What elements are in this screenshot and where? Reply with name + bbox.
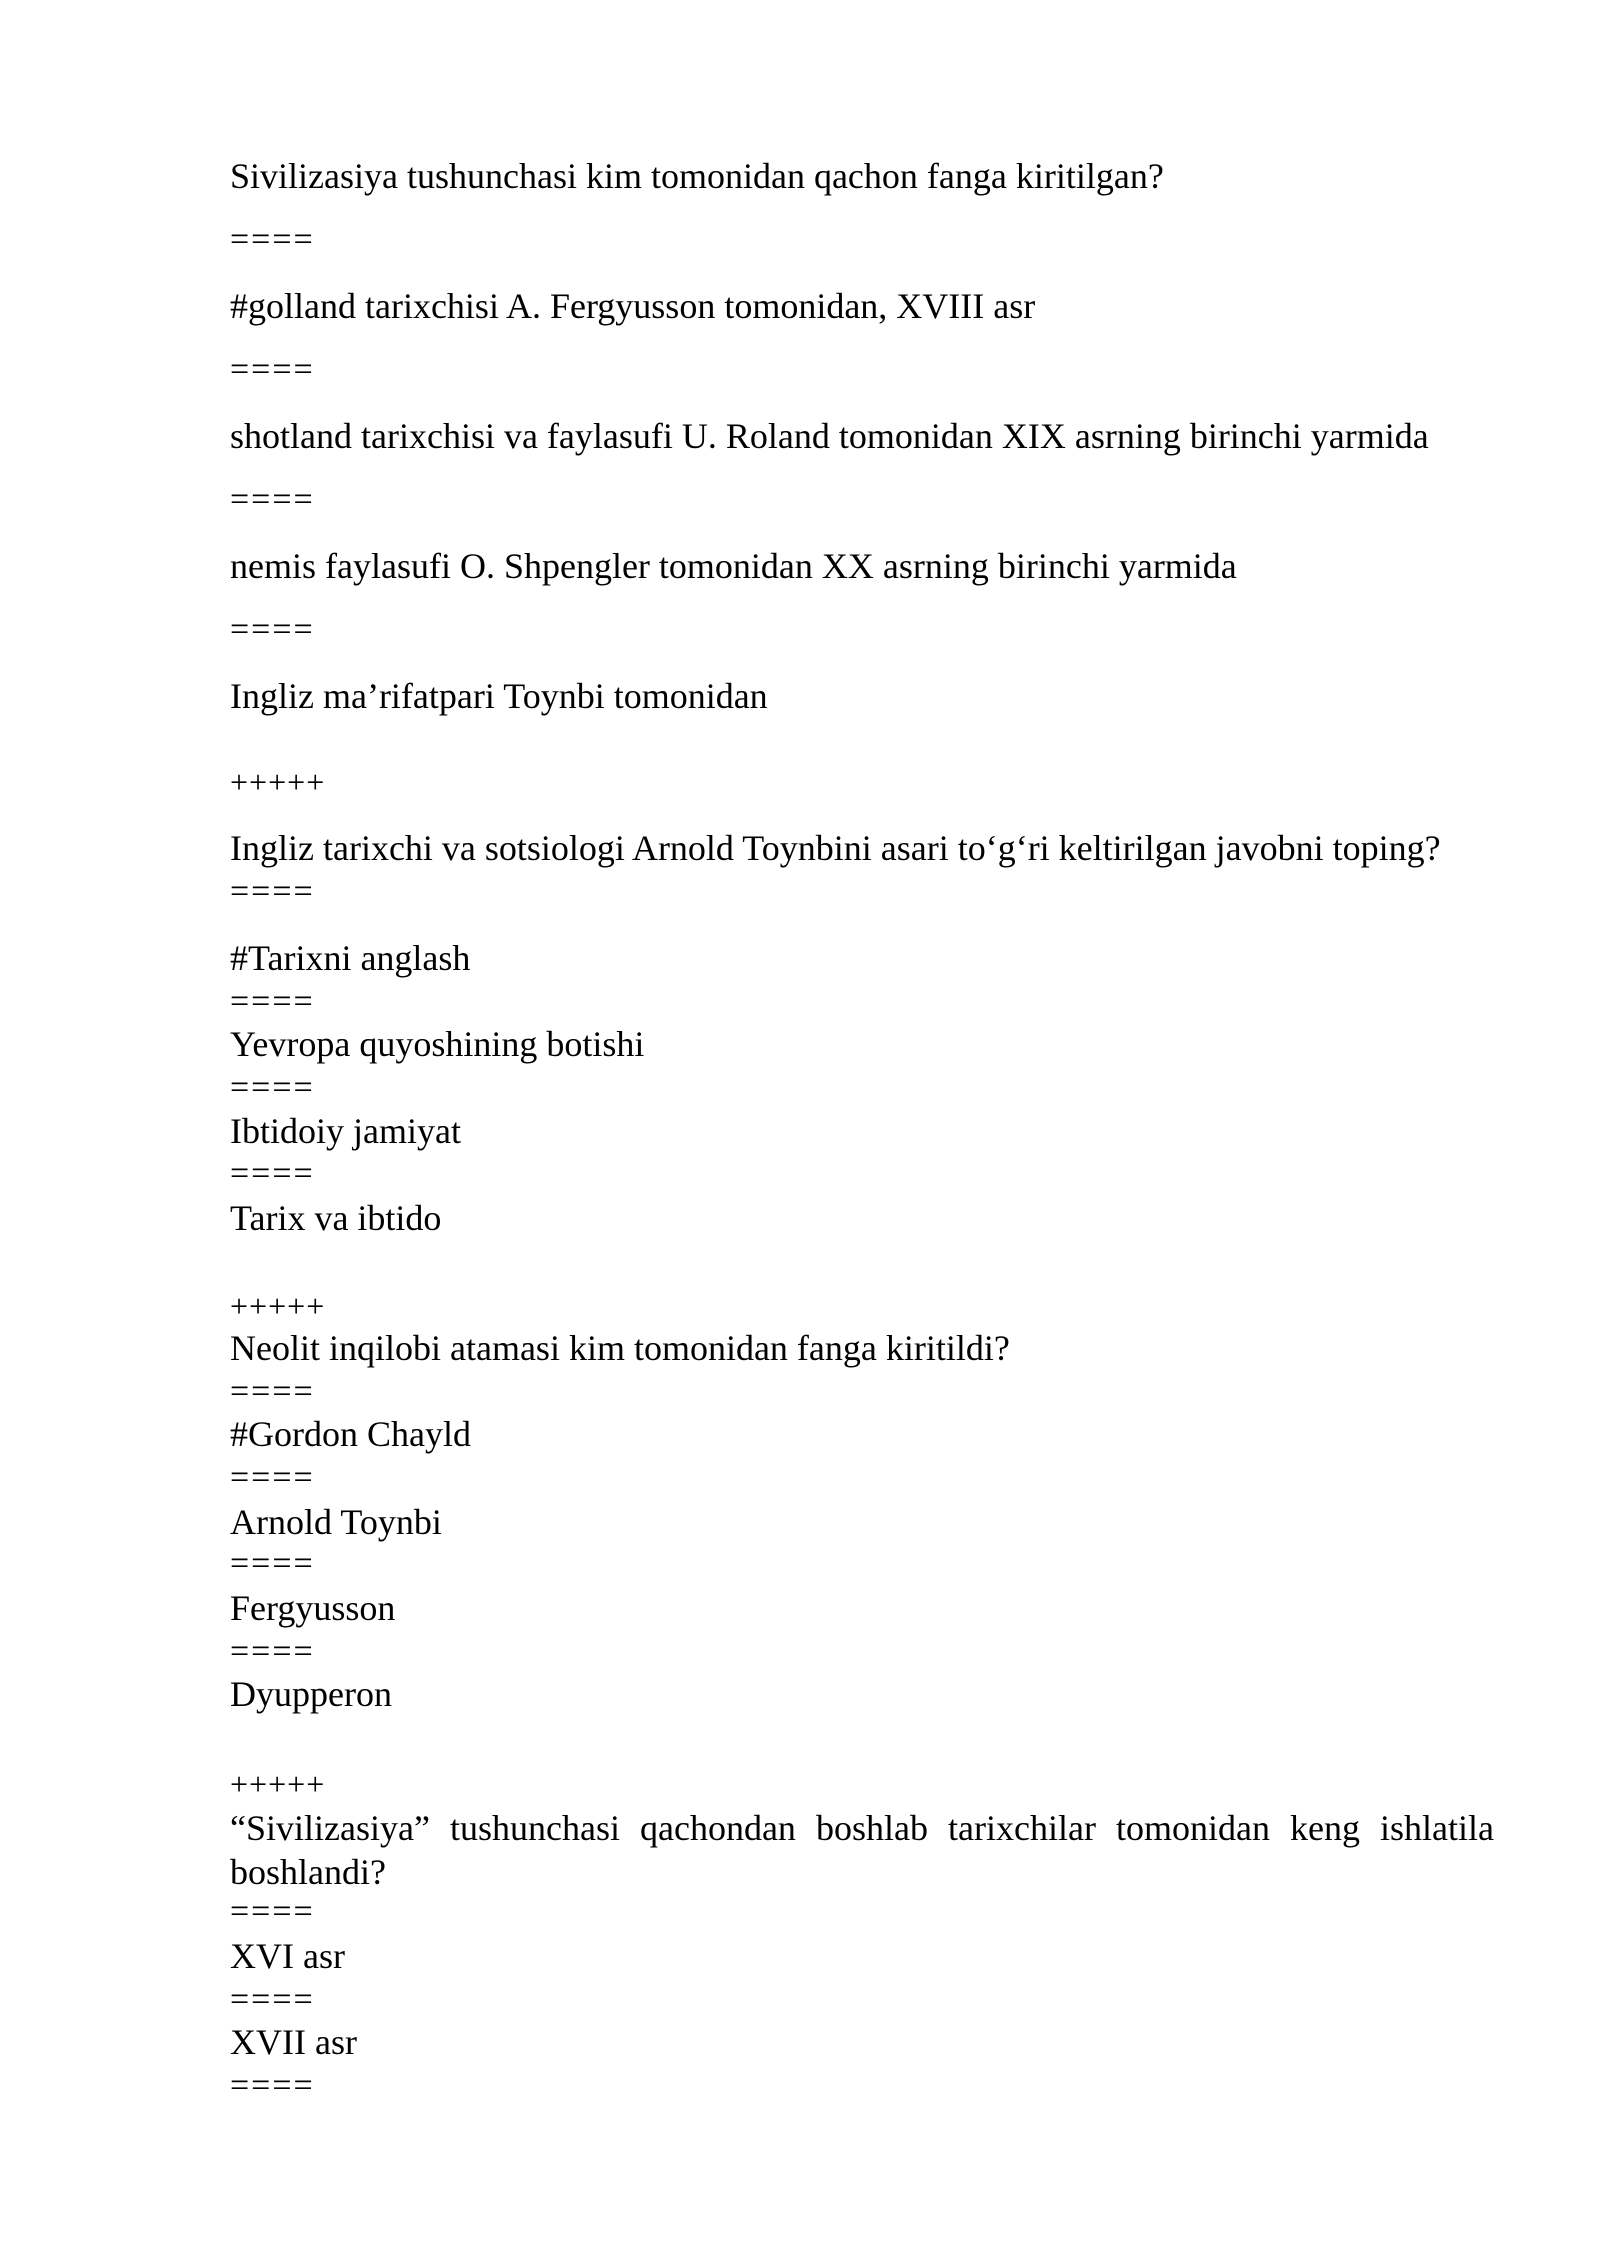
answer-option: nemis faylasufi O. Shpengler tomonidan XX asrning birinchi yarmida xyxy=(230,546,1237,586)
separator: ==== xyxy=(230,2067,315,2104)
separator: ==== xyxy=(230,1459,315,1496)
separator: ==== xyxy=(230,1069,315,1106)
question-divider: +++++ xyxy=(230,764,326,800)
answer-option: XVII asr xyxy=(230,2022,357,2062)
question-1: Sivilizasiya tushunchasi kim tomonidan qachon fanga kiritilgan? xyxy=(230,156,1164,196)
separator: ==== xyxy=(230,1893,315,1930)
separator: ==== xyxy=(230,1981,315,2018)
answer-option-correct: #Gordon Chayld xyxy=(230,1414,471,1454)
answer-option: Ibtidoiy jamiyat xyxy=(230,1111,461,1151)
answer-option: shotland tarixchisi va faylasufi U. Roland tomonidan XIX asrning birinchi yarmida xyxy=(230,416,1429,456)
question-divider: +++++ xyxy=(230,1766,326,1802)
separator: ==== xyxy=(230,873,315,910)
answer-option: XVI asr xyxy=(230,1936,345,1976)
separator: ==== xyxy=(230,1373,315,1410)
question-2: Ingliz tarixchi va sotsiologi Arnold Toynbini asari to‘g‘ri keltirilgan javobni toping? xyxy=(230,828,1441,868)
answer-option: Ingliz ma’rifatpari Toynbi tomonidan xyxy=(230,676,768,716)
answer-option: Arnold Toynbi xyxy=(230,1502,442,1542)
answer-option: Tarix va ibtido xyxy=(230,1198,442,1238)
answer-option-correct: #golland tarixchisi A. Fergyusson tomonidan, XVIII asr xyxy=(230,286,1036,326)
separator: ==== xyxy=(230,1155,315,1192)
answer-option: Yevropa quyoshining botishi xyxy=(230,1024,645,1064)
answer-option-correct: #Tarixni anglash xyxy=(230,938,471,978)
separator: ==== xyxy=(230,1545,315,1582)
separator: ==== xyxy=(230,611,315,648)
answer-option: Fergyusson xyxy=(230,1588,396,1628)
question-divider: +++++ xyxy=(230,1288,326,1324)
question-3: Neolit inqilobi atamasi kim tomonidan fanga kiritildi? xyxy=(230,1328,1010,1368)
answer-option: Dyupperon xyxy=(230,1674,392,1714)
separator: ==== xyxy=(230,481,315,518)
question-4: “Sivilizasiya” tushunchasi qachondan boshlab tarixchilar tomonidan keng ishlatila boshlandi? xyxy=(230,1808,1494,1892)
separator: ==== xyxy=(230,983,315,1020)
separator: ==== xyxy=(230,1633,315,1670)
separator: ==== xyxy=(230,221,315,258)
separator: ==== xyxy=(230,351,315,388)
